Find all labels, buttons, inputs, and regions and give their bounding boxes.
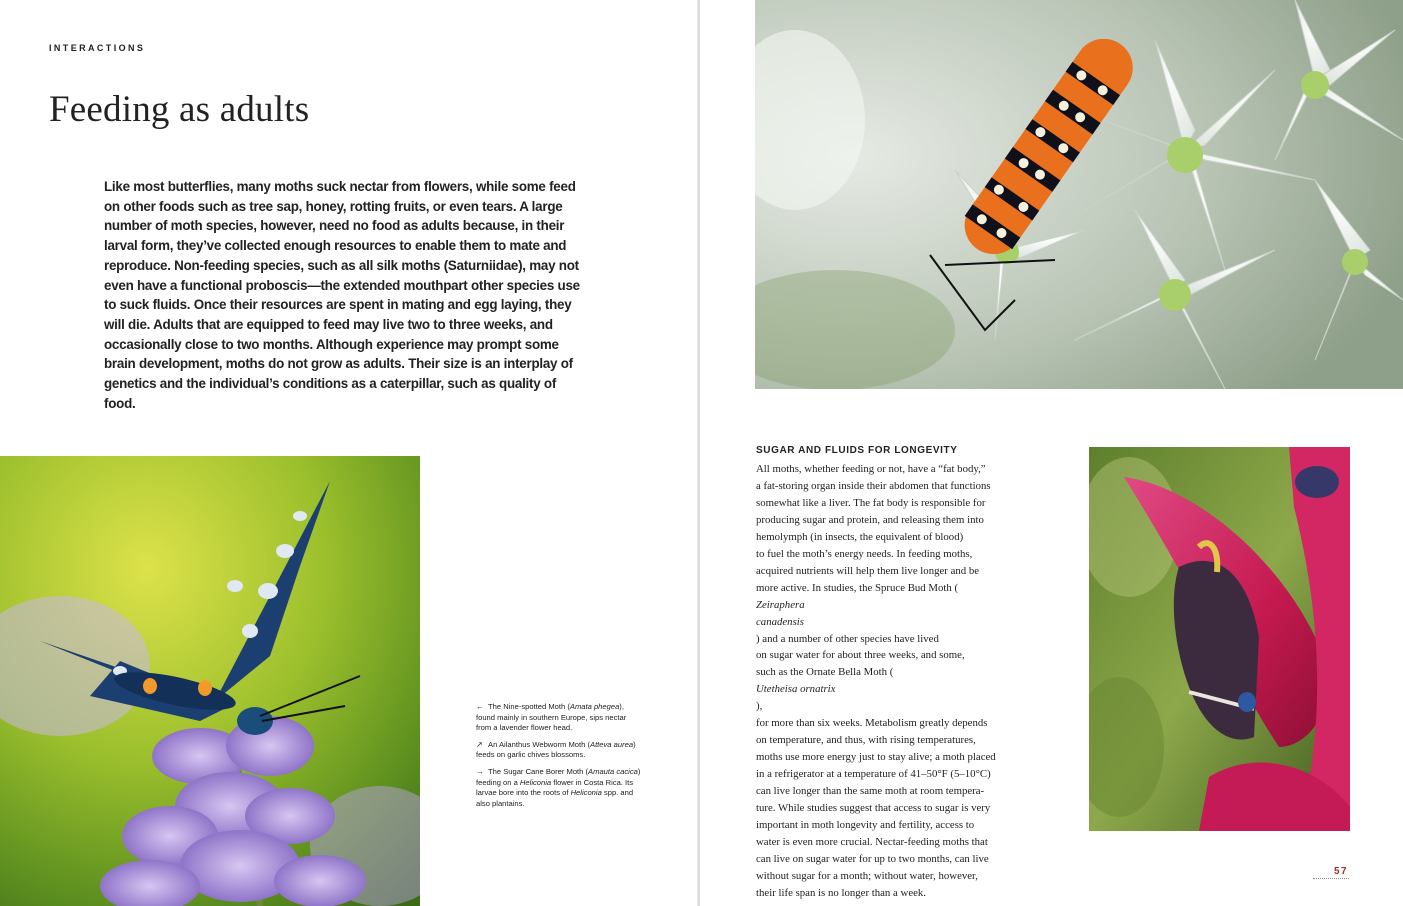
body-line: moths use more energy just to stay alive; a moth placed — [756, 751, 996, 764]
folio-divider — [1313, 878, 1349, 879]
body-line: canadensis ) and a number of other species have lived — [756, 615, 939, 645]
caption-1-text: The Nine-spotted Moth (Amata phegea), found mainly in southern Europe, sips nectar from a lavender flower head. — [476, 702, 627, 733]
ailanthus-webworm-moth-photo — [755, 0, 1403, 389]
body-line: can live on sugar water for up to two months, can live — [756, 852, 989, 865]
left-page — [0, 0, 698, 906]
right-page — [700, 0, 1403, 906]
body-line: All moths, whether feeding or not, have a “fat body,” — [756, 463, 986, 475]
section-tag: INTERACTIONS — [49, 43, 146, 53]
body-line: a fat-storing organ inside their abdomen that functions — [756, 479, 991, 492]
body-line: important in moth longevity and fertility, access to — [756, 819, 975, 832]
body-line: hemolymph (in insects, the equivalent of blood) — [756, 530, 964, 543]
photo-captions — [476, 702, 642, 815]
page-title: Feeding as adults — [49, 89, 310, 130]
body-line: on sugar water for about three weeks, and some, — [756, 649, 965, 662]
caption-3-text: The Sugar Cane Borer Moth (Amauta cacica) feeding on a Heliconia flower in Costa Rica. Its larvae bore into the roots of Heliconia spp. and also plantains. — [476, 766, 641, 808]
sugar-cane-borer-moth-photo — [1089, 447, 1350, 831]
arrow-left-icon: ← — [476, 702, 484, 711]
body-line: more active. In studies, the Spruce Bud Moth ( Zeiraphera — [756, 581, 959, 611]
body-line: in a refrigerator at a temperature of 41–50°F (5–10°C) — [756, 768, 991, 781]
body-line: without sugar for a month; without water, however, — [756, 869, 978, 882]
body-line: water is even more crucial. Nectar-feeding moths that — [756, 835, 988, 848]
intro-paragraph: Like most butterflies, many moths suck nectar from flowers, while some feed on other foods such as tree sap, honey, rotting fruits, or even tears. A large number of moth species, however, need no food as adults because, in their larval form, they’ve collected enough resources to enable them to mate and reproduce. Non-feeding species, such as all silk moths (Saturniidae), may not even have a functional proboscis—the extended mouthpart other species use to suck fluids. Once their resources are spent in mating and egg laying, they will die. Adults that are equipped to feed may live two to three weeks, and occasionally close to two months. Although experience may prompt some brain development, moths do not grow as adults. Their size is an interplay of genetics and the individual’s conditions as a caterpillar, such as quality of food. — [104, 179, 580, 411]
caption-2-text: An Ailanthus Webworm Moth (Atteva aurea) feeds on garlic chives blossoms. — [476, 739, 636, 760]
nine-spotted-moth-photo — [0, 456, 420, 906]
body-line: for more than six weeks. Metabolism greatly depends — [756, 717, 988, 730]
body-line: such as the Ornate Bella Moth ( Utetheisa ornatrix ), — [756, 666, 894, 713]
caption-1 — [476, 702, 642, 734]
body-line: can live longer than the same moth at room tempera- — [756, 785, 985, 798]
body-line: producing sugar and protein, and releasing them into — [756, 513, 984, 526]
arrow-up-right-icon: ↗ — [476, 739, 483, 749]
page-number: 57 — [1334, 866, 1349, 877]
body-line: acquired nutrients will help them live longer and be — [756, 564, 980, 577]
arrow-right-icon: → — [476, 766, 484, 776]
body-line: on temperature, and thus, with rising temperatures, — [756, 734, 976, 747]
body-line: to fuel the moth’s energy needs. In feeding moths, — [756, 547, 973, 560]
body-text — [756, 461, 1026, 902]
body-line: somewhat like a liver. The fat body is responsible for — [756, 496, 986, 509]
body-line: ture. While studies suggest that access to sugar is very — [756, 802, 991, 815]
body-line: their life span is no longer than a week. — [756, 886, 926, 899]
caption-3 — [476, 767, 642, 809]
subheading: SUGAR AND FLUIDS FOR LONGEVITY — [756, 445, 958, 456]
caption-2 — [476, 740, 642, 761]
